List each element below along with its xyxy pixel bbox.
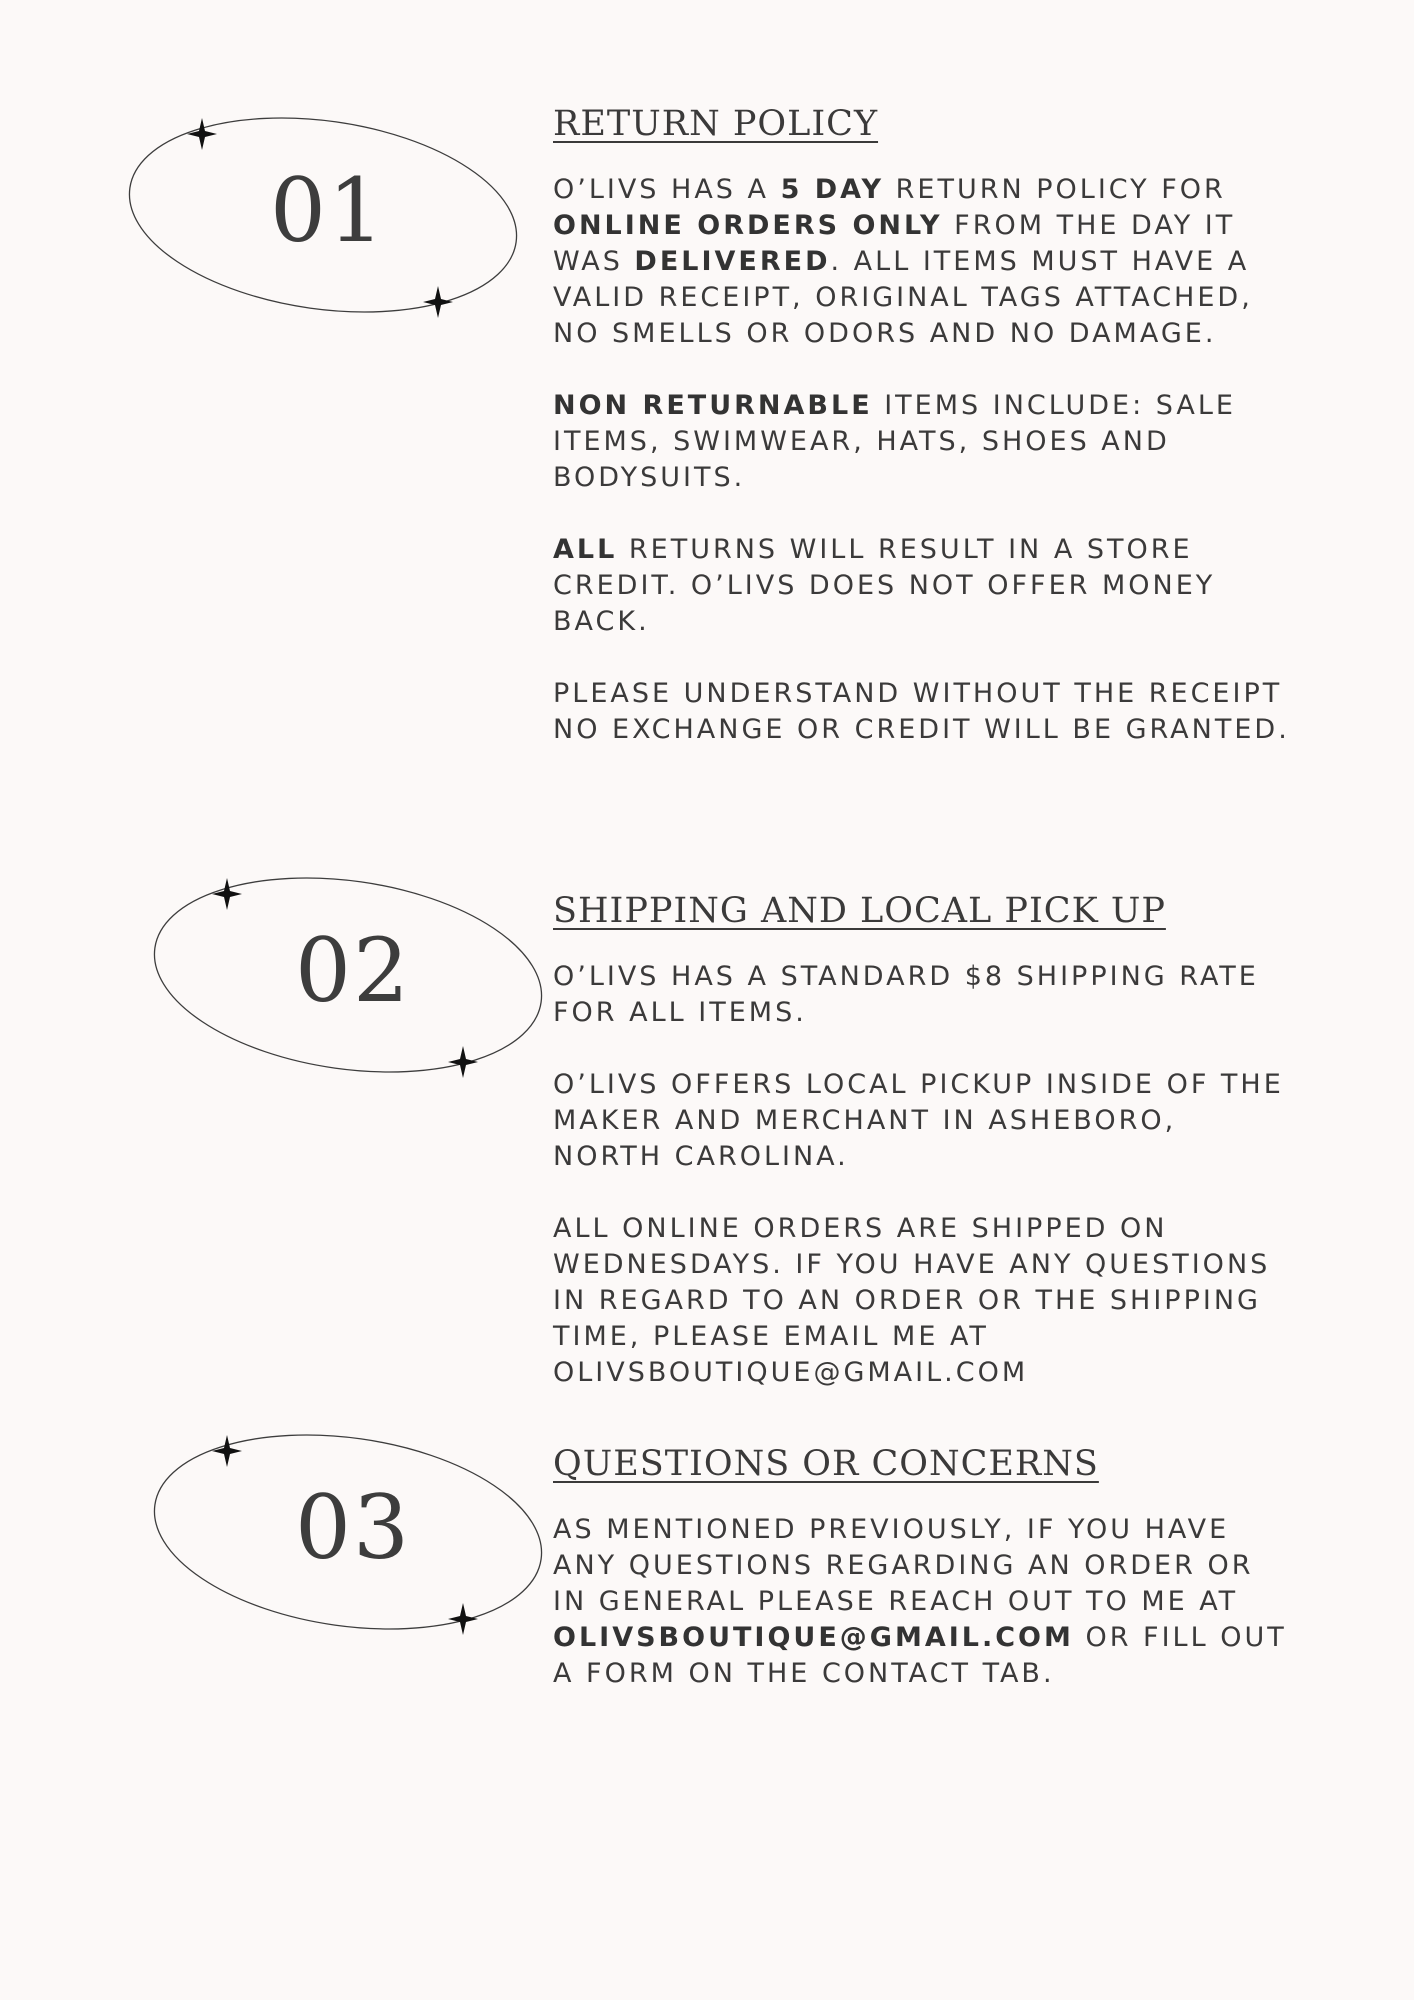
shipping-paragraph-3: ALL ONLINE ORDERS ARE SHIPPED ON WEDNESDAYS. IF YOU HAVE ANY QUESTIONS IN REGARD TO AN ORDER OR THE SHIPPING TIME, PLEASE EMAIL ME AT OLIVSBOUTIQUE@GMAIL.COM xyxy=(553,1213,1271,1388)
questions-paragraph-1: AS MENTIONED PREVIOUSLY, IF YOU HAVE ANY QUESTIONS REGARDING AN ORDER OR IN GENERAL PLEASE REACH OUT TO ME AT OLIVSBOUTIQUE@GMAIL.COM OR FILL OUT A FORM ON THE CONTACT TAB. xyxy=(553,1514,1287,1689)
section-1-number: 01 xyxy=(270,158,386,262)
section-3-title: QUESTIONS OR CONCERNS xyxy=(553,1444,1099,1484)
section-shipping xyxy=(553,891,1293,1427)
shipping-paragraph-1: O’LIVS HAS A STANDARD $8 SHIPPING RATE FOR ALL ITEMS. xyxy=(553,961,1259,1028)
section-3-number: 03 xyxy=(295,1475,411,1579)
section-1-title: RETURN POLICY xyxy=(553,104,879,144)
section-1-number-badge xyxy=(118,108,538,328)
return-policy-paragraph-2: NON RETURNABLE ITEMS INCLUDE: SALE ITEMS, SWIMWEAR, HATS, SHOES AND BODYSUITS. xyxy=(553,390,1236,493)
return-policy-paragraph-1: O’LIVS HAS A 5 DAY RETURN POLICY FOR ONLINE ORDERS ONLY FROM THE DAY IT WAS DELIVERED. ALL ITEMS MUST HAVE A VALID RECEIPT, ORIGINAL TAGS ATTACHED, NO SMELLS OR ODORS AND NO DAMAGE. xyxy=(553,174,1253,349)
shipping-paragraph-2: O’LIVS OFFERS LOCAL PICKUP INSIDE OF THE MAKER AND MERCHANT IN ASHEBORO, NORTH CAROLINA. xyxy=(553,1069,1284,1172)
return-policy-paragraph-4: PLEASE UNDERSTAND WITHOUT THE RECEIPT NO EXCHANGE OR CREDIT WILL BE GRANTED. xyxy=(553,678,1290,745)
section-2-title: SHIPPING AND LOCAL PICK UP xyxy=(553,891,1166,931)
section-questions xyxy=(553,1444,1293,1728)
section-3-number-badge xyxy=(143,1425,563,1645)
section-2-number-badge xyxy=(143,868,563,1088)
return-policy-paragraph-3: ALL RETURNS WILL RESULT IN A STORE CREDIT. O’LIVS DOES NOT OFFER MONEY BACK. xyxy=(553,534,1216,637)
section-return-policy xyxy=(553,104,1293,784)
section-2-number: 02 xyxy=(295,918,411,1022)
